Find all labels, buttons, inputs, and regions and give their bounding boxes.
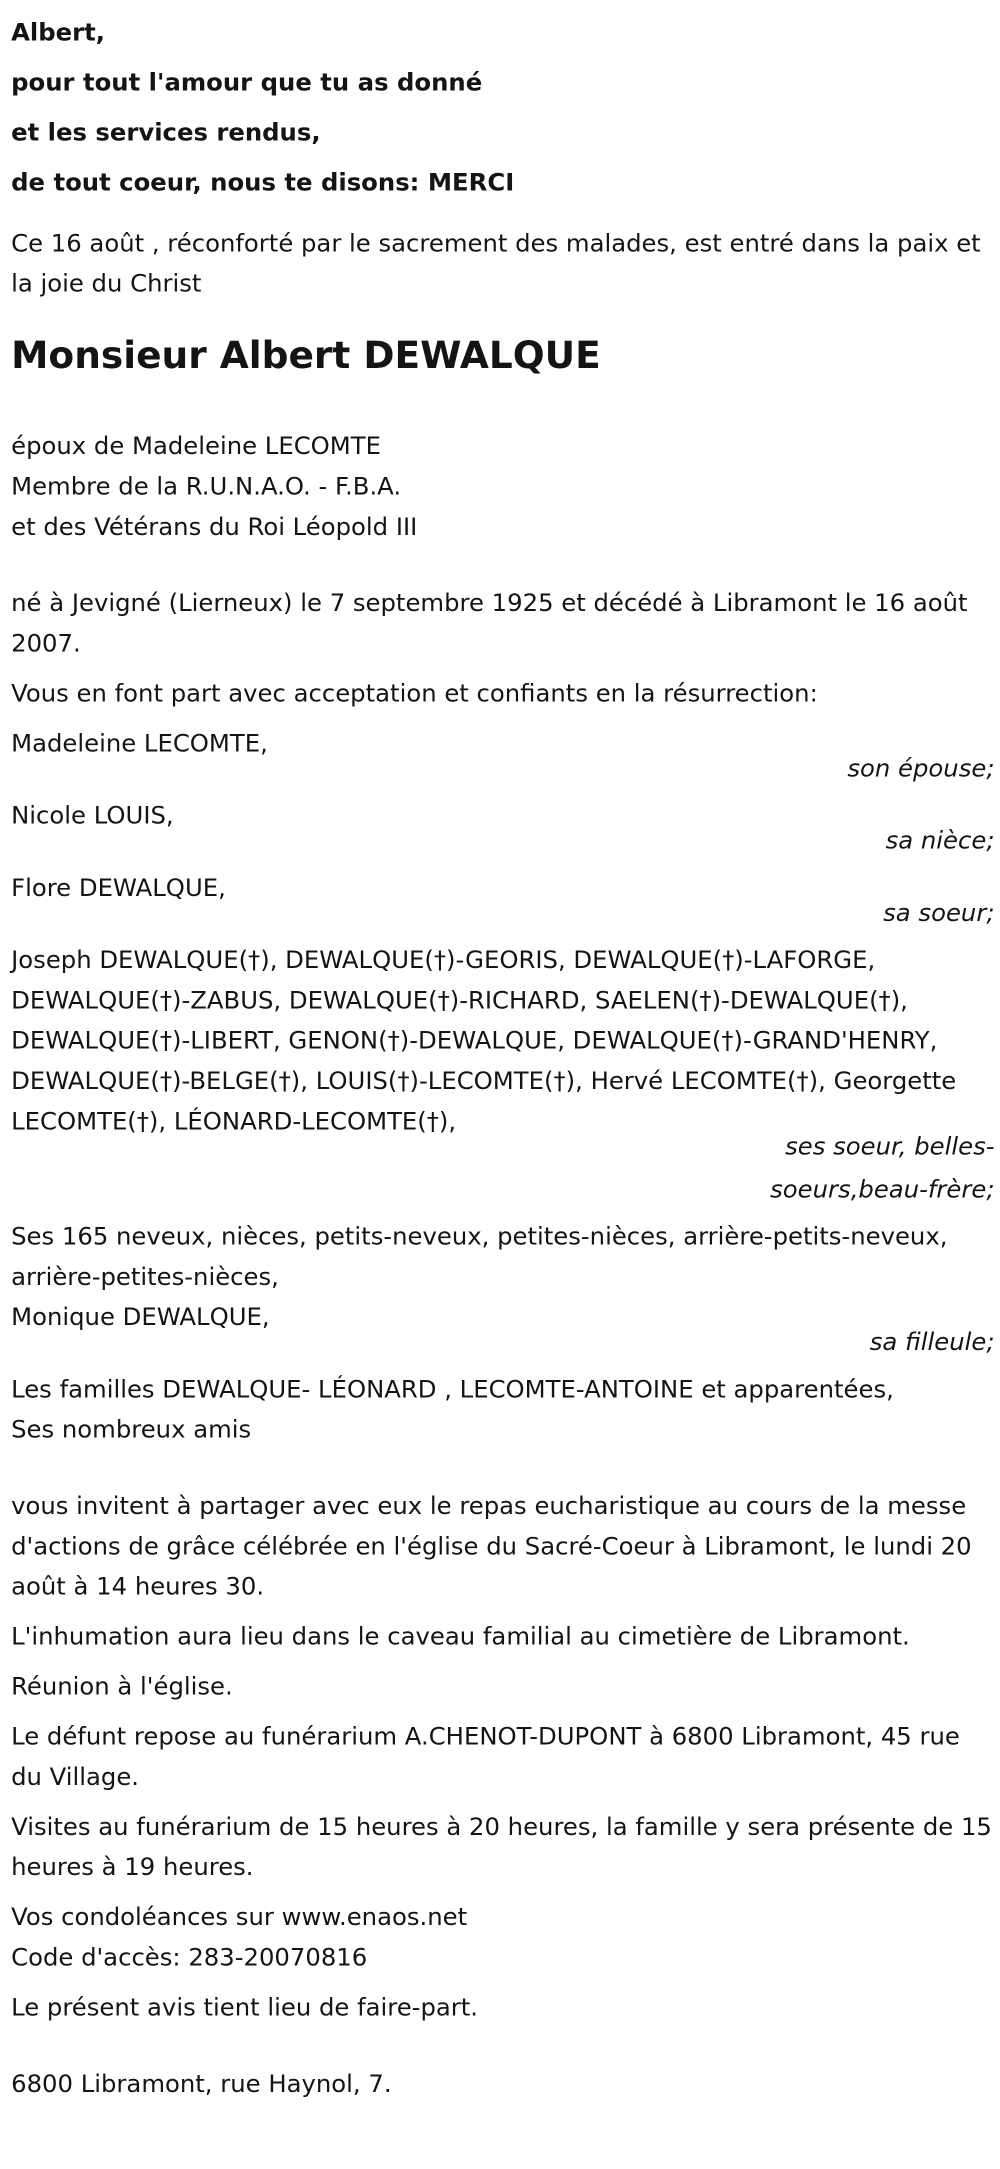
birth-death: né à Jevigné (Lierneux) le 7 septembre 1925 et décédé à Libramont le 16 août 2007.	[11, 590, 968, 659]
notice: Le présent avis tient lieu de faire-part.	[11, 1994, 479, 2023]
intro-text: Ce 16 août , réconforté par le sacrement des malades, est entré dans la paix et la joie du Christ	[11, 230, 981, 299]
dedication-line: pour tout l'amour que tu as donné	[11, 69, 483, 98]
deceased-name: Monsieur Albert DEWALQUE	[11, 334, 601, 378]
dedication-line: et les services rendus,	[11, 119, 321, 148]
titles	[11, 428, 994, 549]
family-relation: son épouse;	[847, 755, 995, 784]
title-line: époux de Madeleine LECOMTE	[11, 433, 381, 462]
nephews: Ses 165 neveux, nièces, petits-neveux, petites-nièces, arrière-petits-neveux, arrière-petites-nièces,	[11, 1223, 948, 1292]
burial: L'inhumation aura lieu dans le caveau familial au cimetière de Libramont.	[11, 1623, 910, 1652]
title-line: et des Vétérans du Roi Léopold III	[11, 513, 418, 542]
invitation: vous invitent à partager avec eux le repas eucharistique au cours de la messe d'actions de grâce célébrée en l'église du Sacré-Coeur à Libramont, le lundi 20 août à 14 heures 30.	[11, 1493, 972, 1602]
family-relation: sa nièce;	[885, 827, 995, 856]
family-names: Madeleine LECOMTE,	[11, 730, 268, 759]
announcement: Vous en font part avec acceptation et confiants en la résurrection:	[11, 680, 818, 709]
dedication-line: Albert,	[11, 19, 105, 48]
access-code: Code d'accès: 283-20070816	[11, 1944, 368, 1973]
friends: Ses nombreux amis	[11, 1416, 252, 1445]
family-names: Flore DEWALQUE,	[11, 875, 226, 903]
goddaughter-relation: sa filleule;	[869, 1329, 995, 1358]
funeral-home: Le défunt repose au funérarium A.CHENOT-DUPONT à 6800 Libramont, 45 rue du Village.	[11, 1723, 960, 1792]
family-relation: sa soeur;	[883, 900, 995, 928]
meeting: Réunion à l'église.	[11, 1673, 233, 1702]
title-line: Membre de la R.U.N.A.O. - F.B.A.	[11, 473, 402, 502]
family-names: Nicole LOUIS,	[11, 802, 174, 831]
condolences: Vos condoléances sur www.enaos.net	[11, 1904, 468, 1933]
family-list	[11, 725, 994, 1213]
visits: Visites au funérarium de 15 heures à 20 heures, la famille y sera présente de 15 heures à 19 heures.	[11, 1814, 992, 1883]
goddaughter-name: Monique DEWALQUE,	[11, 1304, 270, 1333]
family-names: Joseph DEWALQUE(†), DEWALQUE(†)-GEORIS, DEWALQUE(†)-LAFORGE, DEWALQUE(†)-ZABUS, DEWALQUE(†)-RICHARD, SAELEN(†)-DEWALQUE(†), DEWALQUE(†)-LIBERT, GENON(†)-DEWALQUE, DEWALQUE(†)-GRAND'HENRY, DEWALQUE(†)-BELGE(†), LOUIS(†)-LECOMTE(†), Hervé LECOMTE(†), Georgette LECOMTE(†), LÉONARD-LECOMTE(†),	[11, 947, 957, 1137]
address: 6800 Libramont, rue Haynol, 7.	[11, 2070, 392, 2099]
family-relation: ses soeur, belles-soeurs,beau-frère;	[770, 1133, 995, 1205]
dedication	[11, 8, 994, 208]
dedication-line: de tout coeur, nous te disons: MERCI	[11, 169, 515, 198]
families: Les familles DEWALQUE- LÉONARD , LECOMTE-ANTOINE et apparentées,	[11, 1376, 894, 1405]
